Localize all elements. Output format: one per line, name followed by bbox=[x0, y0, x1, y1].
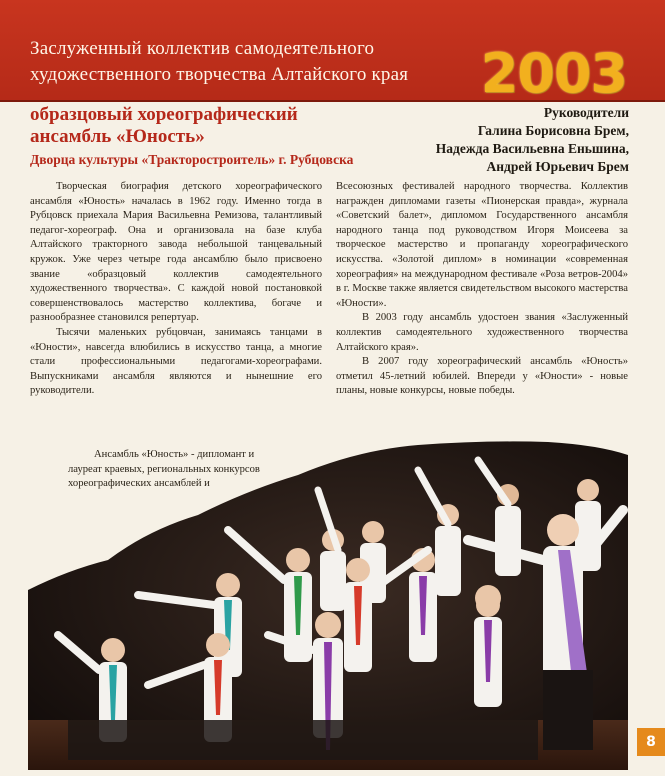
year-badge: 2003 bbox=[480, 42, 627, 105]
photo-overlay-text bbox=[68, 448, 268, 492]
header-title-line1: Заслуженный коллектив самодеятельного bbox=[30, 38, 375, 59]
header-title-line2: художественного творчества Алтайского края bbox=[30, 64, 409, 85]
leader-name: Андрей Юрьевич Брем bbox=[486, 159, 629, 174]
leaders-block bbox=[436, 104, 629, 176]
left-text-column bbox=[30, 180, 322, 399]
paragraph: В 2007 году хореографический ансамбль «Юность» отметил 45-летний юбилей. Впереди у «Юности» - новые планы, новые конкурсы, новые победы. bbox=[336, 356, 628, 397]
ensemble-title-line2: ансамбль «Юность» bbox=[30, 126, 205, 147]
paragraph: Тысячи маленьких рубцовчан, занимаясь танцами в «Юности», навсегда влюбились в искусство танца, а многие стали профессиональными педагогами-хореографами. Выпускниками ансамбля являются и нынешние его руководители. bbox=[30, 326, 322, 397]
paragraph: Всесоюзных фестивалей народного творчества. Коллектив награжден дипломами газеты «Пионерская правда», журнала «Советский балет», дипломом Государственного ансамбля народного танца под руководством Игоря Моисеева за творческое мастерство и пропаганду хореографического искусства. «Золотой диплом» в номинации «современная хореография» на международном фестивале «Роза ветров-2004» в г. Москве также является свидетельством высокого мастерства «Юности». bbox=[336, 181, 628, 309]
page-number: 8 bbox=[637, 728, 665, 756]
leaders-heading: Руководители bbox=[543, 105, 629, 120]
paragraph: Ансамбль «Юность» - дипломант и лауреат краевых, региональных конкурсов хореографических ансамблей и bbox=[68, 449, 260, 490]
ensemble-title-line1: образцовый хореографический bbox=[30, 104, 298, 125]
paragraph: В 2003 году ансамбль удостоен звания «Заслуженный коллектив самодеятельного художественного творчества Алтайского края». bbox=[336, 312, 628, 353]
paragraph: Творческая биография детского хореографического ансамбля «Юность» началась в 1962 году. Именно тогда в Рубцовск приехала Мария Васильевна Ремизова, талантливый педагог-хореограф. Она и организовала на базе клуба Алтайского тракторного завода небольшой танцевальный кружок. Уже через четыре года ансамблю было присвоено звание «образцовый коллектив самодеятельного художественного творчества». С каждой новой постановкой совершенствовалось мастерство коллектива, богаче и разнообразнее становился репертуар. bbox=[30, 181, 322, 324]
right-text-column bbox=[336, 180, 628, 399]
ensemble-subtitle: Дворца культуры «Тракторостроитель» г. Рубцовска bbox=[30, 152, 354, 167]
leader-name: Надежда Васильевна Еньшина, bbox=[435, 141, 629, 156]
page-header bbox=[0, 0, 665, 105]
leader-name: Галина Борисовна Брем, bbox=[477, 123, 629, 138]
